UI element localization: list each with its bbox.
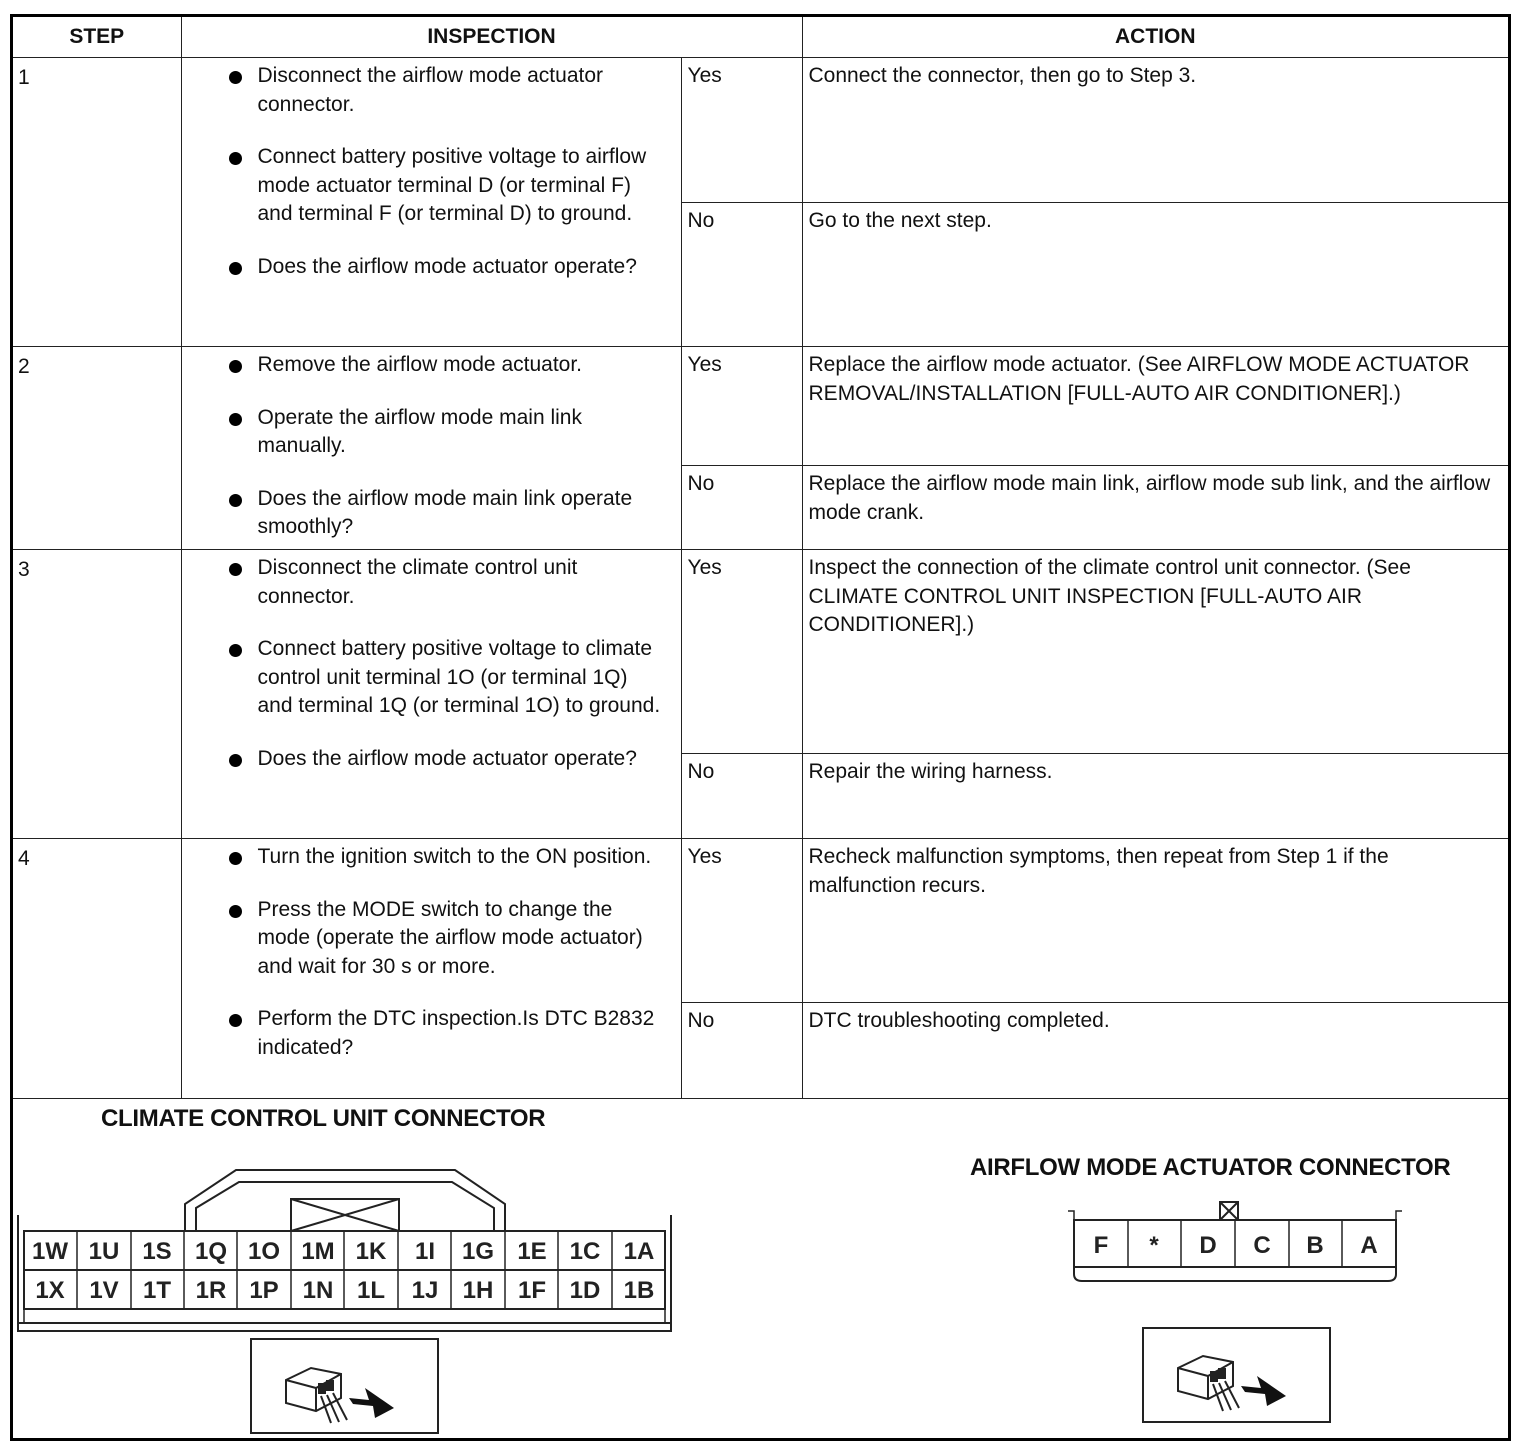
no-action: Repair the wiring harness. <box>802 754 1508 839</box>
inspection-item: Connect battery positive voltage to airflow mode actuator terminal D (or terminal F) and terminal F (or terminal D) to ground. <box>222 143 661 229</box>
pin-label: 1F <box>517 1277 547 1304</box>
no-label: No <box>681 1003 802 1099</box>
header-action: ACTION <box>802 17 1508 58</box>
pin-label: 1B <box>623 1277 655 1304</box>
pin-label: 1V <box>89 1277 119 1304</box>
document-frame <box>10 14 1511 1441</box>
inspection-item: Disconnect the airflow mode actuator connector. <box>222 62 661 119</box>
pin-label: 1J <box>411 1277 439 1304</box>
inspection-item: Operate the airflow mode main link manually. <box>222 404 661 461</box>
inspection-cell <box>181 839 681 1099</box>
pin-label: 1O <box>247 1238 281 1265</box>
bullet-icon <box>229 905 242 918</box>
pin-label: 1S <box>142 1238 172 1265</box>
airflow-connector-title: AIRFLOW MODE ACTUATOR CONNECTOR <box>970 1154 1451 1181</box>
pin-label: 1P <box>249 1277 279 1304</box>
pin-label: A <box>1360 1232 1378 1259</box>
pin-label: 1W <box>32 1238 68 1265</box>
bullet-icon <box>229 152 242 165</box>
table-row <box>13 347 1508 466</box>
yes-action: Replace the airflow mode actuator. (See AIRFLOW MODE ACTUATOR REMOVAL/INSTALLATION [FULL-AUTO AIR CONDITIONER].) <box>802 347 1508 466</box>
pin-label: 1D <box>569 1277 601 1304</box>
pin-label: 1H <box>462 1277 494 1304</box>
table-row <box>13 550 1508 754</box>
step-number: 3 <box>13 550 181 839</box>
yes-label: Yes <box>681 347 802 466</box>
pin-label: 1X <box>35 1277 65 1304</box>
step-number: 4 <box>13 839 181 1099</box>
inspection-item: Turn the ignition switch to the ON position. <box>222 843 661 872</box>
inspection-item: Perform the DTC inspection.Is DTC B2832 indicated? <box>222 1005 661 1062</box>
pin-label: 1E <box>517 1238 547 1265</box>
yes-action: Recheck malfunction symptoms, then repeat from Step 1 if the malfunction recurs. <box>802 839 1508 1003</box>
bullet-icon <box>229 754 242 767</box>
pin-label: 1G <box>461 1238 495 1265</box>
pin-label: 1U <box>88 1238 120 1265</box>
inspection-cell <box>181 550 681 839</box>
bullet-icon <box>229 71 242 84</box>
bullet-icon <box>229 852 242 865</box>
inspection-item: Connect battery positive voltage to climate control unit terminal 1O (or terminal 1Q) and terminal 1Q (or terminal 1O) to ground. <box>222 635 661 721</box>
troubleshooting-table <box>13 17 1508 1099</box>
inspection-item: Does the airflow mode actuator operate? <box>222 745 661 774</box>
bullet-icon <box>229 644 242 657</box>
step-number: 2 <box>13 347 181 550</box>
pin-label: 1C <box>569 1238 601 1265</box>
inspection-cell <box>181 58 681 347</box>
header-step: STEP <box>13 17 181 58</box>
inspection-cell <box>181 347 681 550</box>
inspection-item: Press the MODE switch to change the mode (operate the airflow mode actuator) and wait for 30 s or more. <box>222 896 661 982</box>
yes-label: Yes <box>681 550 802 754</box>
pin-label: 1N <box>302 1277 334 1304</box>
connector-diagrams <box>13 1098 1508 1438</box>
inspection-item: Does the airflow mode main link operate smoothly? <box>222 485 661 542</box>
pin-label: 1K <box>355 1238 387 1265</box>
pin-label: 1R <box>195 1277 227 1304</box>
yes-label: Yes <box>681 58 802 203</box>
bullet-icon <box>229 1014 242 1027</box>
pin-label: 1T <box>142 1277 172 1304</box>
yes-action: Inspect the connection of the climate control unit connector. (See CLIMATE CONTROL UNIT INSPECTION [FULL-AUTO AIR CONDITIONER].) <box>802 550 1508 754</box>
table-row <box>13 839 1508 1003</box>
bullet-icon <box>229 360 242 373</box>
pin-label: D <box>1199 1232 1217 1259</box>
inspection-item: Disconnect the climate control unit connector. <box>222 554 661 611</box>
pin-label: F <box>1093 1232 1109 1259</box>
pin-label: * <box>1149 1232 1159 1259</box>
bullet-icon <box>229 563 242 576</box>
harness-side-icon <box>1143 1328 1330 1422</box>
bullet-icon <box>229 413 242 426</box>
pin-label: 1M <box>301 1238 335 1265</box>
no-label: No <box>681 754 802 839</box>
harness-side-icon <box>251 1339 438 1433</box>
inspection-item: Remove the airflow mode actuator. <box>222 351 661 380</box>
yes-label: Yes <box>681 839 802 1003</box>
pin-label: 1Q <box>194 1238 228 1265</box>
table-row <box>13 58 1508 203</box>
pin-label: C <box>1253 1232 1271 1259</box>
no-action: DTC troubleshooting completed. <box>802 1003 1508 1099</box>
no-label: No <box>681 203 802 347</box>
table-header-row <box>13 17 1508 58</box>
inspection-item: Does the airflow mode actuator operate? <box>222 253 661 282</box>
pin-label: 1I <box>414 1238 436 1265</box>
climate-connector-title: CLIMATE CONTROL UNIT CONNECTOR <box>101 1105 546 1132</box>
bullet-icon <box>229 494 242 507</box>
yes-action: Connect the connector, then go to Step 3. <box>802 58 1508 203</box>
no-label: No <box>681 466 802 550</box>
bullet-icon <box>229 262 242 275</box>
pin-label: 1A <box>623 1238 655 1265</box>
no-action: Replace the airflow mode main link, airflow mode sub link, and the airflow mode crank. <box>802 466 1508 550</box>
no-action: Go to the next step. <box>802 203 1508 347</box>
step-number: 1 <box>13 58 181 347</box>
header-inspection: INSPECTION <box>181 17 802 58</box>
pin-label: 1L <box>356 1277 386 1304</box>
pin-label: B <box>1306 1232 1324 1259</box>
connector-drawings <box>13 1098 1508 1438</box>
